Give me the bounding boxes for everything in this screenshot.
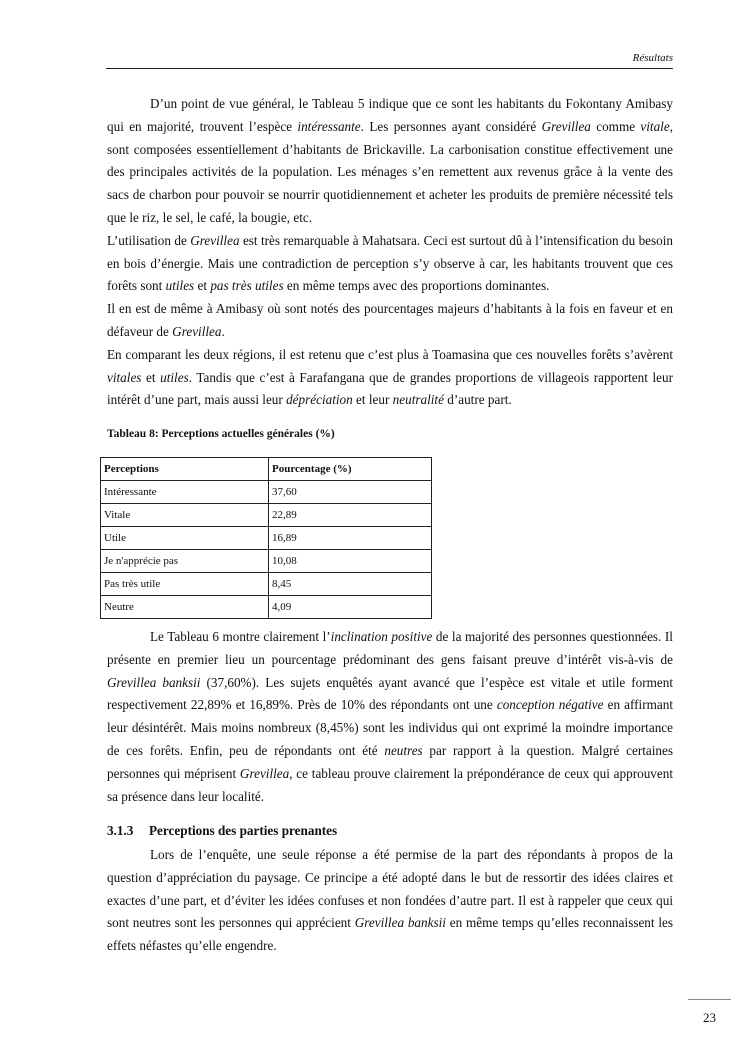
perception-cell: Vitale xyxy=(101,504,269,527)
italic-term: conception négative xyxy=(496,697,604,713)
page-number: 23 xyxy=(703,1010,716,1025)
italic-term: Grevillea xyxy=(172,323,222,339)
intro-paragraph xyxy=(107,344,673,412)
perception-cell: Pas très utile xyxy=(101,573,269,596)
italic-term: neutralité xyxy=(392,392,444,408)
perception-cell: Neutre xyxy=(101,596,269,619)
section-title: Perceptions des parties prenantes xyxy=(149,823,338,838)
text-run: en affirmant leur désintérêt. Mais moins nombreux (8,45%) sont les individus qui ont exprimé la moindre importance de ces forêts. Enfin, peu de répondants ont été xyxy=(107,697,673,758)
perceptions-table xyxy=(100,457,432,619)
table-row xyxy=(101,550,432,573)
percentage-cell: 37,60 xyxy=(269,481,432,504)
intro-text xyxy=(107,93,673,412)
text-run: En comparant les deux régions, il est retenu que c’est plus à Toamasina que ces nouvelles forêts s’avèrent xyxy=(107,346,673,362)
text-run: d’autre part. xyxy=(443,392,512,408)
section-text xyxy=(107,844,673,958)
table-row xyxy=(101,481,432,504)
percentage-cell: 22,89 xyxy=(269,504,432,527)
table-row xyxy=(101,573,432,596)
italic-term: Grevillea banksii xyxy=(354,915,446,931)
text-run: D’un point de vue général, le Tableau 5 indique que ce sont les habitants du Fokontany Amibasy qui en majorité, trouvent l’espèce xyxy=(107,96,673,134)
analysis-paragraph xyxy=(107,626,673,808)
text-run: Lors de l’enquête, une seule réponse a été permise de la part des répondants à propos de la question d’appréciation du paysage. Ce principe a été adopté dans le but de ressortir des idées claires et exactes d’une part, et d’éviter les idées confuses et non fondées d’autre part. Il est à rappeler que ceux qui sont neutres sont les personnes qui apprécient xyxy=(107,847,673,931)
italic-term: vitales xyxy=(107,369,142,385)
text-run: et xyxy=(141,369,161,385)
running-header: Résultats xyxy=(632,52,673,64)
table-row xyxy=(101,504,432,527)
table-caption: Tableau 8: Perceptions actuelles générales (%) xyxy=(107,428,335,440)
italic-term: Grevillea xyxy=(190,232,240,248)
italic-term: vitale xyxy=(640,118,670,134)
italic-term: inclination positive xyxy=(330,629,433,644)
percentage-cell: 4,09 xyxy=(269,596,432,619)
italic-term: utiles xyxy=(165,278,195,294)
italic-term: intéressante xyxy=(297,118,361,134)
analysis-text xyxy=(107,626,673,808)
italic-term: Grevillea xyxy=(541,118,591,134)
text-run: Le Tableau 6 montre clairement l’ xyxy=(150,629,331,644)
text-run: L’utilisation de xyxy=(107,232,191,248)
section-heading xyxy=(107,823,337,839)
header-divider xyxy=(106,68,673,69)
section-number: 3.1.3 xyxy=(107,823,134,838)
text-run: comme xyxy=(590,118,641,134)
text-run: . Tandis que c’est à Farafangana que de grandes proportions de villageois rapportent leur intérêt d’une part, mais aussi leur xyxy=(107,369,673,408)
section-paragraph xyxy=(107,844,673,958)
text-run: de la majorité des personnes questionnées. Il présente en premier lieu un pourcentage prédominant des gens faisant preuve d’intérêt vis-à-vis de xyxy=(107,629,673,667)
intro-paragraph xyxy=(107,230,673,298)
text-run: Il en est de même à Amibasy où sont notés des pourcentages majeurs d’habitants à la fois en faveur et en défaveur de xyxy=(107,301,673,339)
italic-term: Grevillea banksii xyxy=(107,674,201,690)
perception-cell: Utile xyxy=(101,527,269,550)
text-run: et xyxy=(194,278,211,294)
column-header: Pourcentage (%) xyxy=(269,458,432,481)
text-run: et leur xyxy=(352,392,393,408)
table-row xyxy=(101,527,432,550)
italic-term: utiles xyxy=(160,369,189,385)
table-header-row xyxy=(101,458,432,481)
perception-cell: Je n'apprécie pas xyxy=(101,550,269,573)
italic-term: Grevillea xyxy=(239,765,290,781)
text-run: . xyxy=(221,323,225,339)
text-run: par rapport à la question. Malgré certaines personnes qui méprisent xyxy=(107,742,674,781)
text-run: , ce tableau prouve clairement la prépondérance de ceux qui approuvent sa présence dans leur localité. xyxy=(107,765,673,804)
intro-paragraph xyxy=(107,298,673,344)
footer-divider xyxy=(688,999,731,1000)
text-run: , sont composées essentiellement d’habitants de Brickaville. La carbonisation constitue effectivement une des principales activités de la population. Les ménages s’en remettent aux revenus grâce à la vente des sacs de charbon pour pouvoir se nourrir quotidiennement et acheter les produits de première nécessité tels que le riz, le sel, le café, la bougie, etc. xyxy=(107,118,673,225)
text-run: en même temps qu’elles reconnaissent les effets néfastes qu’elle engendre. xyxy=(107,915,674,954)
percentage-cell: 8,45 xyxy=(269,573,432,596)
text-run: en même temps avec des proportions dominantes. xyxy=(283,278,550,294)
text-run: (37,60%). Les sujets enquêtés ayant avancé que l’espèce est vitale et utile forment respectivement 22,89% et 16,89%. Près de 10% des répondants ont une xyxy=(107,674,673,713)
intro-paragraph xyxy=(107,93,673,230)
perception-cell: Intéressante xyxy=(101,481,269,504)
text-run: est très remarquable à Mahatsara. Ceci est surtout dû à l’intensification du besoin en bois d’énergie. Mais une contradiction de perception s’y observe à car, les habitants trouvent que ces forêts sont xyxy=(107,232,673,294)
percentage-cell: 10,08 xyxy=(269,550,432,573)
column-header: Perceptions xyxy=(101,458,269,481)
italic-term: pas très utiles xyxy=(210,278,284,294)
text-run: . Les personnes ayant considéré xyxy=(360,118,542,134)
percentage-cell: 16,89 xyxy=(269,527,432,550)
table-row xyxy=(101,596,432,619)
italic-term: dépréciation xyxy=(286,392,353,408)
italic-term: neutres xyxy=(384,742,423,758)
